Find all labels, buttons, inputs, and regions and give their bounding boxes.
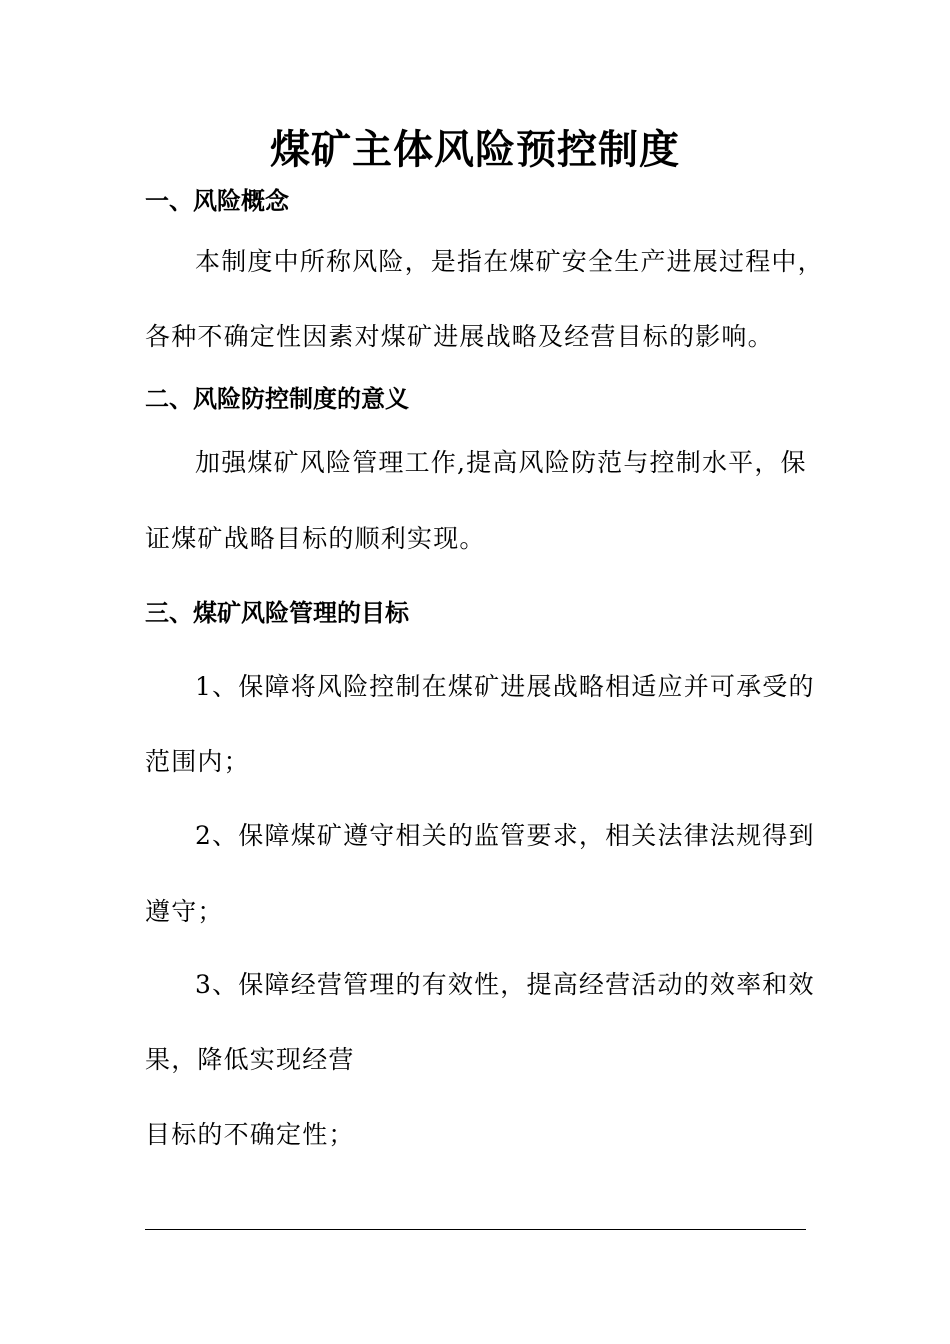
- list-item-line: 3、保障经营管理的有效性，提高经营活动的效率和效: [195, 970, 815, 999]
- section-heading: 二、风险防控制度的意义: [145, 384, 409, 413]
- page-title: 煤矿主体风险预控制度: [270, 126, 680, 173]
- footer-rule: [145, 1229, 806, 1230]
- list-item-line: 2、保障煤矿遵守相关的监管要求，相关法律法规得到: [195, 821, 815, 850]
- list-item-line: 遵守；: [145, 897, 224, 926]
- section-heading: 一、风险概念: [145, 186, 289, 215]
- paragraph-line: 本制度中所称风险，是指在煤矿安全生产进展过程中，: [195, 247, 824, 276]
- list-item-line: 目标的不确定性；: [145, 1120, 355, 1149]
- list-item-line: 1、保障将风险控制在煤矿进展战略相适应并可承受的: [195, 672, 815, 701]
- paragraph-line: 证煤矿战略目标的顺利实现。: [145, 524, 486, 553]
- list-item-line: 果，降低实现经营: [145, 1045, 355, 1074]
- paragraph-line: 加强煤矿风险管理工作,提高风险防范与控制水平，保: [195, 448, 807, 477]
- list-item-line: 范围内；: [145, 747, 250, 776]
- paragraph-line: 各种不确定性因素对煤矿进展战略及经营目标的影响。: [145, 322, 774, 351]
- section-heading: 三、煤矿风险管理的目标: [145, 598, 409, 627]
